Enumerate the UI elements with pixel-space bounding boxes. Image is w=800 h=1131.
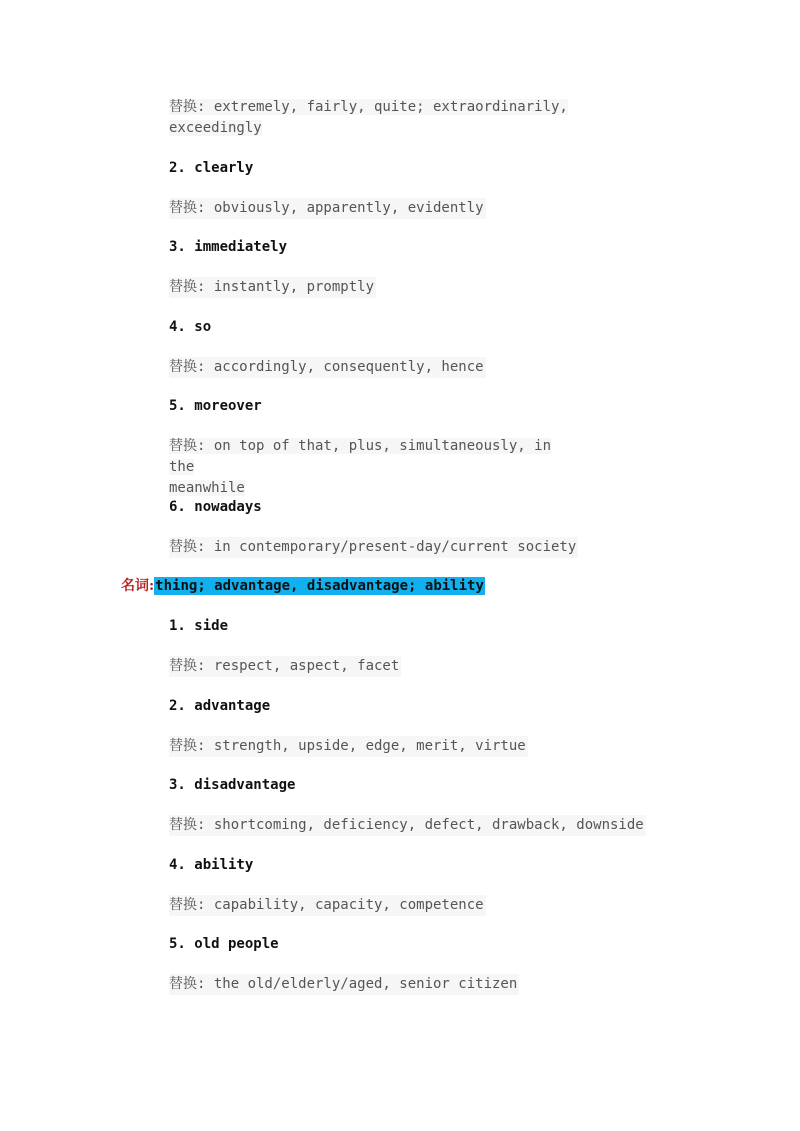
replacement-text-continued: exceedingly: [169, 120, 262, 136]
item-heading: 2. clearly: [169, 160, 254, 176]
item-heading: 1. side: [169, 618, 229, 634]
item-heading: 5. moreover: [169, 398, 262, 414]
replacement-line: 替换: in contemporary/present-day/current society: [169, 537, 578, 558]
replacement-text: 替换: on top of that, plus, simultaneously, in the: [169, 438, 552, 475]
replacement-line: 替换: shortcoming, deficiency, defect, drawback, downside: [169, 815, 646, 836]
replacement-line: 替换: obviously, apparently, evidently: [169, 198, 486, 219]
replacement-text: 替换: extremely, fairly, quite; extraordinarily,: [169, 99, 568, 115]
section-label: 名词:: [121, 578, 155, 594]
item-heading: 6. nowadays: [169, 499, 262, 515]
replacement-line: 替换: capability, capacity, competence: [169, 895, 486, 916]
item-heading: 3. immediately: [169, 239, 288, 255]
item-heading: 4. ability: [169, 857, 254, 873]
replacement-line: 替换: respect, aspect, facet: [169, 656, 401, 677]
replacement-line: [169, 436, 581, 499]
replacement-line: 替换: instantly, promptly: [169, 277, 376, 298]
item-heading: 2. advantage: [169, 698, 271, 714]
item-heading: 4. so: [169, 319, 212, 335]
item-heading: 5. old people: [169, 936, 279, 952]
replacement-line: 替换: strength, upside, edge, merit, virtue: [169, 736, 528, 757]
noun-section-heading: [121, 576, 485, 597]
highlighted-topics: thing; advantage, disadvantage; ability: [155, 578, 484, 594]
replacement-line: [169, 97, 581, 139]
replacement-line: 替换: the old/elderly/aged, senior citizen: [169, 974, 519, 995]
replacement-text-continued: meanwhile: [169, 480, 245, 496]
replacement-line: 替换: accordingly, consequently, hence: [169, 357, 486, 378]
item-heading: 3. disadvantage: [169, 777, 296, 793]
